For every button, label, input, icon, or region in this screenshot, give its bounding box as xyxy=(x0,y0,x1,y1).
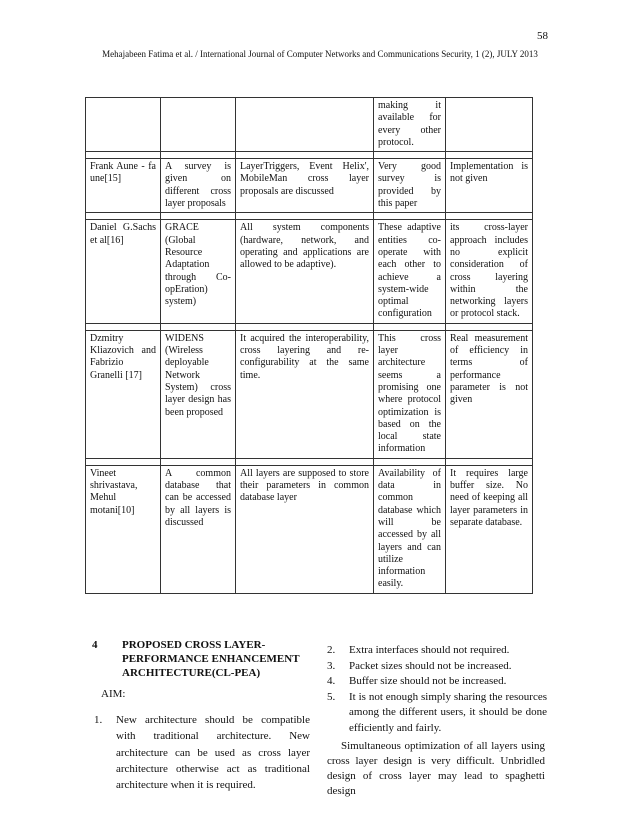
section-title: PROPOSED CROSS LAYER-PERFORMANCE ENHANCEMENT ARCHITECTURE(CL-PEA) xyxy=(122,639,300,679)
table-cell: Frank Aune - fa une[15] xyxy=(86,159,161,213)
table-spacer-row xyxy=(86,323,533,330)
table-cell xyxy=(161,98,236,152)
table-cell: Dzmitry Kliazovich and Fabrizio Granelli [17] xyxy=(86,330,161,458)
list-item xyxy=(327,643,547,659)
table-row xyxy=(86,98,533,152)
list-item-text: Buffer size should not be increased. xyxy=(349,675,507,688)
list-item-number: 4. xyxy=(327,675,336,688)
table-cell: This cross layer architecture seems a promising one where protocol optimization is based on the local state information xyxy=(374,330,446,458)
comparison-table xyxy=(85,97,533,594)
table-row xyxy=(86,330,533,458)
table-cell: All layers are supposed to store their parameters in common database layer xyxy=(236,465,374,593)
table-cell: Very good survey is provided by this paper xyxy=(374,159,446,213)
table-cell: A common database that can be accessed by all layers is discussed xyxy=(161,465,236,593)
table-spacer-row xyxy=(86,458,533,465)
table-cell: It acquired the interoperability, cross layering and re-configurability at the same time. xyxy=(236,330,374,458)
table-row xyxy=(86,159,533,213)
page-number: 58 xyxy=(537,30,548,42)
table-cell xyxy=(236,98,374,152)
table-cell: making it available for every other protocol. xyxy=(374,98,446,152)
section-heading xyxy=(92,638,302,680)
list-item-text: New architecture should be compatible with traditional architecture. New architecture can be used as cross layer architecture otherwise act as traditional architecture when it is required. xyxy=(116,714,310,792)
table-cell: Vineet shrivastava, Mehul motani[10] xyxy=(86,465,161,593)
aim-label: AIM: xyxy=(101,688,126,700)
list-item-text: Packet sizes should not be increased. xyxy=(349,659,512,672)
table-cell: Daniel G.Sachs et al[16] xyxy=(86,220,161,323)
table-cell: LayerTriggers, Event Helix', MobileMan cross layer proposals are discussed xyxy=(236,159,374,213)
list-item-number: 1. xyxy=(94,714,103,726)
list-item-number: 3. xyxy=(327,659,336,672)
table-cell: A survey is given on different cross layer proposals xyxy=(161,159,236,213)
table-cell: Implementation is not given xyxy=(446,159,533,213)
running-header: Mehajabeen Fatima et al. / International Journal of Computer Networks and Communications Security, 1 (2), JULY 2013 xyxy=(102,49,538,59)
list-item xyxy=(94,712,310,793)
list-item-text: Extra interfaces should not required. xyxy=(349,644,510,656)
requirements-list-right xyxy=(327,643,547,737)
requirements-list-left xyxy=(94,712,310,793)
table-row xyxy=(86,465,533,593)
body-paragraph: Simultaneous optimization of all layers using cross layer design is very difficult. Unbridled design of cross layer may lead to spaghetti design xyxy=(327,740,545,797)
list-item-number: 5. xyxy=(327,690,336,703)
table-cell: All system components (hardware, network, and operating and applications are allowed to be adaptive). xyxy=(236,220,374,323)
list-item xyxy=(327,674,547,690)
table-cell: Availability of data in common database which will be accessed by all layers and can utilize information easily. xyxy=(374,465,446,593)
list-item xyxy=(327,659,547,675)
table-cell: These adaptive entities co-operate with each other to achieve a system-wide optimal configuration xyxy=(374,220,446,323)
table-cell xyxy=(446,98,533,152)
list-item xyxy=(327,690,547,737)
list-item-text: It is not enough simply sharing the resources among the different users, it should be done efficiently and fairly. xyxy=(349,690,547,734)
section-number: 4 xyxy=(92,639,98,651)
table-spacer-row xyxy=(86,213,533,220)
list-item-number: 2. xyxy=(327,644,336,656)
table-cell: Real measurement of efficiency in terms of performance parameter is not given xyxy=(446,330,533,458)
table-cell: its cross-layer approach includes no explicit consideration of cross layering within the networking layers or protocol stack. xyxy=(446,220,533,323)
table-cell: WIDENS (Wireless deployable Network System) cross layer design has been proposed xyxy=(161,330,236,458)
table-cell xyxy=(86,98,161,152)
table-cell: GRACE (Global Resource Adaptation through Co-opEration) system) xyxy=(161,220,236,323)
table-spacer-row xyxy=(86,152,533,159)
table-cell: It requires large buffer size. No need of keeping all layer parameters in separate database. xyxy=(446,465,533,593)
table-row xyxy=(86,220,533,323)
